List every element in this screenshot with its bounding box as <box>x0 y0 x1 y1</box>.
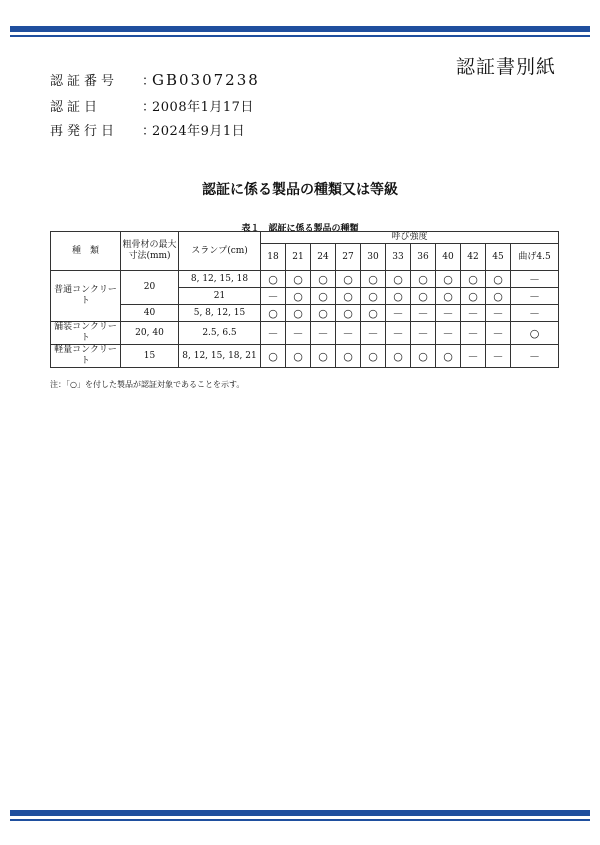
header-slump: スランプ(cm) <box>179 232 261 271</box>
strength-mark-cell: ○ <box>311 345 336 368</box>
table-caption: 表１ 認証に係る製品の種類 <box>241 224 359 234</box>
strength-mark-cell: ○ <box>386 345 411 368</box>
table-row <box>51 271 559 288</box>
aggregate-cell: 15 <box>121 345 179 368</box>
header-strength: 30 <box>361 244 386 271</box>
strength-mark-cell: ○ <box>411 288 436 305</box>
strength-mark-cell: ○ <box>311 288 336 305</box>
reissue-date-label: 再発行日 <box>50 124 119 139</box>
table-row <box>51 322 559 345</box>
strength-mark-cell: － <box>336 322 361 345</box>
header-type: 種 類 <box>51 232 121 271</box>
strength-mark-cell: － <box>361 322 386 345</box>
strength-mark-cell: ○ <box>436 345 461 368</box>
cert-number-label: 認証番号 <box>50 74 119 89</box>
strength-mark-cell: ○ <box>486 288 511 305</box>
strength-mark-cell: － <box>511 288 559 305</box>
main-title: 認証に係る製品の種類又は等級 <box>202 182 398 198</box>
cert-date-value: 2008年1月17日 <box>152 100 254 115</box>
sheet-title: 認証書別紙 <box>456 56 557 78</box>
strength-mark-cell: － <box>386 305 411 322</box>
strength-mark-cell: ○ <box>286 288 311 305</box>
header-strength: 33 <box>386 244 411 271</box>
strength-mark-cell: ○ <box>386 271 411 288</box>
table-row <box>51 305 559 322</box>
strength-mark-cell: ○ <box>461 288 486 305</box>
cert-number-row: 認証番号 ：GB0307238 <box>50 71 260 89</box>
strength-mark-cell: － <box>261 288 286 305</box>
strength-mark-cell: － <box>436 322 461 345</box>
strength-mark-cell: ○ <box>336 345 361 368</box>
table-row <box>51 345 559 368</box>
strength-mark-cell: － <box>461 305 486 322</box>
table-body <box>51 271 559 368</box>
aggregate-cell: 20, 40 <box>121 322 179 345</box>
strength-mark-cell: － <box>411 322 436 345</box>
strength-mark-cell: ○ <box>361 305 386 322</box>
header-aggregate: 粗骨材の最大寸法(mm) <box>121 232 179 271</box>
slump-cell: 21 <box>179 288 261 305</box>
slump-cell: 8, 12, 15, 18 <box>179 271 261 288</box>
header-strength: 40 <box>436 244 461 271</box>
strength-mark-cell: ○ <box>286 271 311 288</box>
top-border-band <box>10 26 590 37</box>
slump-cell: 2.5, 6.5 <box>179 322 261 345</box>
strength-mark-cell: － <box>261 322 286 345</box>
strength-mark-cell: － <box>511 345 559 368</box>
header-strength: 21 <box>286 244 311 271</box>
strength-mark-cell: － <box>511 305 559 322</box>
strength-mark-cell: － <box>461 322 486 345</box>
strength-mark-cell: ○ <box>361 345 386 368</box>
reissue-date-row: 再発行日 ：2024年9月1日 <box>50 120 245 139</box>
strength-mark-cell: ○ <box>286 305 311 322</box>
strength-mark-cell: － <box>411 305 436 322</box>
strength-mark-cell: － <box>286 322 311 345</box>
strength-mark-cell: ○ <box>511 322 559 345</box>
header-strength: 曲げ4.5 <box>511 244 559 271</box>
type-cell: 舗装コンクリート <box>51 322 121 345</box>
strength-mark-cell: ○ <box>311 271 336 288</box>
strength-mark-cell: ○ <box>361 288 386 305</box>
header-strength: 24 <box>311 244 336 271</box>
strength-mark-cell: ○ <box>336 271 361 288</box>
reissue-date-value: 2024年9月1日 <box>152 124 246 139</box>
strength-mark-cell: ○ <box>411 271 436 288</box>
product-type-table <box>50 231 559 368</box>
cert-number-value: GB0307238 <box>152 71 260 89</box>
strength-mark-cell: － <box>486 345 511 368</box>
strength-mark-cell: ○ <box>336 288 361 305</box>
strength-mark-cell: ○ <box>436 288 461 305</box>
strength-mark-cell: ○ <box>261 305 286 322</box>
strength-mark-cell: － <box>511 271 559 288</box>
strength-mark-cell: ○ <box>436 271 461 288</box>
strength-mark-cell: ○ <box>261 345 286 368</box>
header-strength: 42 <box>461 244 486 271</box>
bottom-border-band <box>10 810 590 821</box>
strength-mark-cell: － <box>486 305 511 322</box>
type-cell: 普通コンクリート <box>51 271 121 322</box>
aggregate-cell: 40 <box>121 305 179 322</box>
aggregate-cell: 20 <box>121 271 179 305</box>
header-strength: 18 <box>261 244 286 271</box>
strength-mark-cell: ○ <box>311 305 336 322</box>
strength-mark-cell: ○ <box>411 345 436 368</box>
strength-mark-cell: － <box>461 345 486 368</box>
table-note: 注：「○」を付した製品が認証対象であることを示す。 <box>50 380 245 389</box>
header-strength: 36 <box>411 244 436 271</box>
strength-mark-cell: ○ <box>286 345 311 368</box>
strength-mark-cell: ○ <box>361 271 386 288</box>
header-strength: 27 <box>336 244 361 271</box>
slump-cell: 5, 8, 12, 15 <box>179 305 261 322</box>
strength-mark-cell: － <box>486 322 511 345</box>
cert-date-row: 認証日 ：2008年1月17日 <box>50 96 254 115</box>
header-strength: 45 <box>486 244 511 271</box>
strength-mark-cell: ○ <box>386 288 411 305</box>
header-strength-group: 呼び強度 <box>261 232 559 244</box>
strength-mark-cell: ○ <box>336 305 361 322</box>
strength-mark-cell: － <box>386 322 411 345</box>
strength-mark-cell: ○ <box>486 271 511 288</box>
strength-mark-cell: － <box>436 305 461 322</box>
slump-cell: 8, 12, 15, 18, 21 <box>179 345 261 368</box>
cert-date-label: 認証日 <box>50 100 102 115</box>
strength-mark-cell: ○ <box>261 271 286 288</box>
type-cell: 軽量コンクリート <box>51 345 121 368</box>
strength-mark-cell: ○ <box>461 271 486 288</box>
strength-mark-cell: － <box>311 322 336 345</box>
